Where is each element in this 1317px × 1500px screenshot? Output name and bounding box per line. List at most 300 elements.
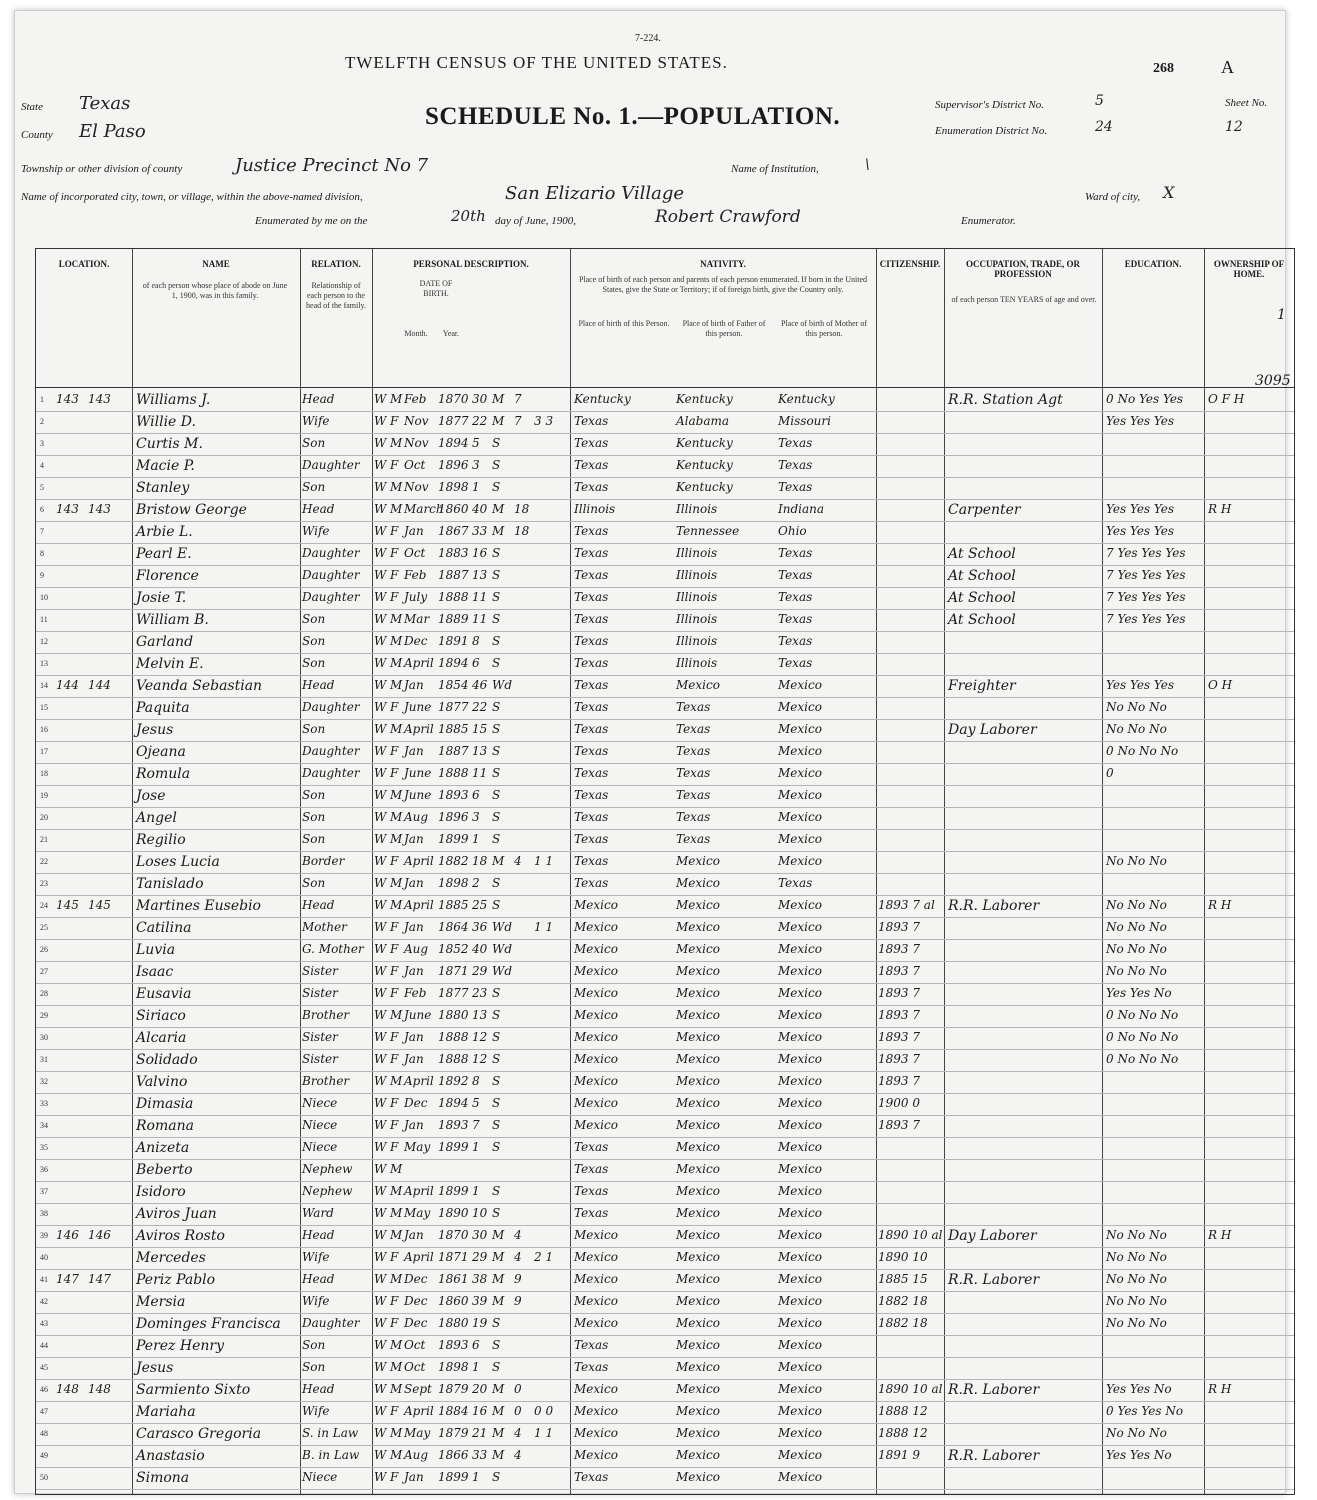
cell-relation: Head (302, 1228, 335, 1242)
cell-sex: F (390, 1052, 399, 1066)
cell-birth-month: Aug (404, 942, 429, 956)
table-row (36, 1379, 1294, 1402)
cell-relation: Brother (302, 1008, 350, 1022)
cell-mother-birthplace: Texas (778, 590, 813, 604)
table-row (36, 983, 1294, 1006)
cell-sex: M (390, 876, 403, 890)
cell-occupation: Day Laborer (948, 1228, 1037, 1244)
cell-color: W (374, 502, 387, 516)
cell-relation: Head (302, 1382, 335, 1396)
cell-person-name: Arbie L. (136, 524, 193, 540)
row-number: 40 (40, 1253, 48, 1262)
cell-sex: M (390, 1162, 403, 1176)
table-row (36, 477, 1294, 500)
cell-color: W (374, 722, 387, 736)
cell-person-name: Williams J. (136, 392, 211, 408)
cell-birth-year: 1879 (438, 1382, 469, 1396)
enumerated-prefix: Enumerated by me on the (255, 215, 368, 227)
cell-color: W (374, 1382, 387, 1396)
cell-person-name: Anizeta (136, 1140, 190, 1156)
table-row (36, 1159, 1294, 1182)
cell-birth-month: Feb (404, 986, 427, 1000)
cell-birth-month: Jan (404, 920, 424, 934)
cell-father-birthplace: Mexico (676, 1096, 720, 1110)
cell-birthplace: Mexico (574, 1294, 618, 1308)
row-number: 36 (40, 1165, 48, 1174)
cell-marital: S (492, 458, 501, 472)
cell-birth-month: April (404, 1184, 434, 1198)
cell-mother-birthplace: Mexico (778, 1096, 822, 1110)
cell-birth-month: Oct (404, 1338, 426, 1352)
row-number: 31 (40, 1055, 48, 1064)
cell-relation: Son (302, 634, 326, 648)
cell-education: No No No (1106, 1272, 1167, 1286)
table-row (36, 895, 1294, 918)
cell-marital: S (492, 1030, 501, 1044)
cell-color: W (374, 1184, 387, 1198)
col-location: LOCATION. (58, 259, 110, 269)
cell-age: 30 (472, 392, 488, 406)
cell-mother-birthplace: Mexico (778, 700, 822, 714)
cell-occupation: At School (948, 546, 1016, 562)
cell-age: 29 (472, 964, 488, 978)
cell-father-birthplace: Mexico (676, 1228, 720, 1242)
cell-birth-month: Nov (404, 414, 429, 428)
cell-relation: Niece (302, 1140, 338, 1154)
cell-birth-year: 1899 (438, 1140, 469, 1154)
cell-relation: Niece (302, 1470, 338, 1484)
col-name: NAME (202, 259, 230, 269)
cell-birth-month: Jan (404, 1118, 424, 1132)
table-row (36, 543, 1294, 566)
cell-children: 0 0 (534, 1404, 554, 1418)
row-number: 21 (40, 835, 48, 844)
cell-education: Yes Yes Yes (1106, 678, 1175, 692)
row-number: 34 (40, 1121, 48, 1130)
sheet-label: Sheet No. (1225, 97, 1268, 109)
cell-mother-birthplace: Indiana (778, 502, 825, 516)
cell-color: W (374, 678, 387, 692)
cell-years-married: 0 (514, 1382, 522, 1396)
cell-mother-birthplace: Mexico (778, 1074, 822, 1088)
cell-marital: S (492, 1206, 501, 1220)
cell-marital: Wd (492, 920, 513, 934)
cell-birthplace: Texas (574, 766, 609, 780)
table-row (36, 499, 1294, 522)
cell-birthplace: Texas (574, 458, 609, 472)
cell-age: 18 (472, 854, 488, 868)
cell-education: No No No (1106, 1228, 1167, 1242)
cell-birthplace: Texas (574, 832, 609, 846)
table-row (36, 455, 1294, 478)
cell-education: Yes Yes Yes (1106, 414, 1175, 428)
cell-marital: M (492, 1294, 505, 1308)
cell-family-number: 144 (88, 678, 111, 692)
cell-sex: F (390, 766, 399, 780)
cell-color: W (374, 766, 387, 780)
row-number: 39 (40, 1231, 48, 1240)
cell-ownership: R H (1208, 1382, 1232, 1396)
cell-birth-year: 1860 (438, 502, 469, 516)
row-number: 41 (40, 1275, 48, 1284)
cell-marital: Wd (492, 942, 513, 956)
col-occupation: OCCUPATION, TRADE, OR PROFESSION (965, 259, 1080, 279)
row-number: 45 (40, 1363, 48, 1372)
cell-birthplace: Texas (574, 590, 609, 604)
cell-mother-birthplace: Missouri (778, 414, 831, 428)
cell-color: W (374, 1206, 387, 1220)
cell-color: W (374, 986, 387, 1000)
cell-relation: Son (302, 656, 326, 670)
cell-father-birthplace: Mexico (676, 1206, 720, 1220)
row-number: 11 (40, 615, 48, 624)
cell-father-birthplace: Mexico (676, 1162, 720, 1176)
cell-relation: Mother (302, 920, 347, 934)
cell-mother-birthplace: Mexico (778, 1316, 822, 1330)
cell-mother-birthplace: Texas (778, 656, 813, 670)
cell-birthplace: Texas (574, 546, 609, 560)
cell-mother-birthplace: Texas (778, 480, 813, 494)
cell-person-name: William B. (136, 612, 209, 628)
table-row (36, 1115, 1294, 1138)
cell-mother-birthplace: Mexico (778, 1184, 822, 1198)
cell-age: 7 (472, 1118, 480, 1132)
cell-marital: Wd (492, 678, 513, 692)
cell-education: Yes Yes Yes (1106, 502, 1175, 516)
cell-person-name: Catilina (136, 920, 192, 936)
row-number: 33 (40, 1099, 48, 1108)
cell-father-birthplace: Mexico (676, 678, 720, 692)
cell-color: W (374, 1316, 387, 1330)
col-nativity: NATIVITY. (700, 259, 746, 269)
cell-sex: F (390, 590, 399, 604)
cell-relation: Son (302, 876, 326, 890)
cell-birth-month: March (404, 502, 444, 516)
cell-color: W (374, 436, 387, 450)
cell-sex: F (390, 1118, 399, 1132)
cell-sex: M (390, 1074, 403, 1088)
cell-relation: Wife (302, 1294, 330, 1308)
cell-sex: F (390, 1404, 399, 1418)
cell-father-birthplace: Mexico (676, 854, 720, 868)
cell-birth-year: 1889 (438, 612, 469, 626)
cell-color: W (374, 612, 387, 626)
table-row (36, 565, 1294, 588)
cell-occupation: R.R. Laborer (948, 1448, 1040, 1464)
cell-occupation: At School (948, 612, 1016, 628)
row-number: 46 (40, 1385, 48, 1394)
cell-birth-year: 1887 (438, 744, 469, 758)
cell-father-birthplace: Illinois (676, 502, 718, 516)
cell-birth-month: June (404, 788, 432, 802)
cell-age: 6 (472, 656, 480, 670)
table-row (36, 1093, 1294, 1116)
cell-education: Yes Yes No (1106, 986, 1172, 1000)
institution-label: Name of Institution, (731, 163, 819, 175)
cell-person-name: Romula (136, 766, 191, 782)
cell-marital: S (492, 612, 501, 626)
row-number: 3 (40, 439, 44, 448)
cell-age: 2 (472, 876, 480, 890)
cell-birthplace: Texas (574, 436, 609, 450)
cell-mother-birthplace: Mexico (778, 1052, 822, 1066)
cell-age: 15 (472, 722, 488, 736)
cell-sex: F (390, 854, 399, 868)
cell-birthplace: Kentucky (574, 392, 631, 406)
cell-birthplace: Texas (574, 612, 609, 626)
table-row (36, 631, 1294, 654)
cell-birth-month: Jan (404, 1470, 424, 1484)
cell-color: W (374, 1294, 387, 1308)
cell-birth-year: 1860 (438, 1294, 469, 1308)
cell-mother-birthplace: Mexico (778, 1426, 822, 1440)
city-label: Name of incorporated city, town, or village, within the above-named division, (21, 191, 363, 203)
row-number: 25 (40, 923, 48, 932)
cell-birth-month: July (404, 590, 428, 604)
cell-mother-birthplace: Mexico (778, 1206, 822, 1220)
cell-years-married: 7 (514, 414, 522, 428)
cell-age: 11 (472, 766, 488, 780)
cell-father-birthplace: Illinois (676, 590, 718, 604)
cell-person-name: Pearl E. (136, 546, 192, 562)
cell-age: 11 (472, 612, 488, 626)
cell-relation: S. in Law (302, 1426, 359, 1440)
cell-person-name: Regilio (136, 832, 186, 848)
cell-color: W (374, 392, 387, 406)
cell-birthplace: Texas (574, 634, 609, 648)
cell-birthplace: Mexico (574, 1118, 618, 1132)
cell-age: 5 (472, 436, 480, 450)
cell-birthplace: Texas (574, 700, 609, 714)
cell-education: No No No (1106, 722, 1167, 736)
cell-birth-month: April (404, 722, 434, 736)
cell-age: 33 (472, 1448, 488, 1462)
row-number: 6 (40, 505, 44, 514)
cell-mother-birthplace: Mexico (778, 986, 822, 1000)
cell-education: No No No (1106, 898, 1167, 912)
cell-marital: S (492, 1074, 501, 1088)
cell-dwelling-number: 146 (56, 1228, 79, 1242)
cell-education: 0 No No No (1106, 744, 1179, 758)
cell-person-name: Luvia (136, 942, 176, 958)
cell-age: 39 (472, 1294, 488, 1308)
cell-dwelling-number: 147 (56, 1272, 79, 1286)
birth-label: DATE OF BIRTH. (419, 279, 453, 298)
cell-birth-month: Oct (404, 546, 426, 560)
cell-birth-year: 1888 (438, 1030, 469, 1044)
cell-sex: M (390, 1338, 403, 1352)
cell-birth-year: 1892 (438, 1074, 469, 1088)
cell-sex: M (390, 678, 403, 692)
table-row (36, 1071, 1294, 1094)
row-number: 7 (40, 527, 44, 536)
cell-father-birthplace: Illinois (676, 612, 718, 626)
cell-birthplace: Mexico (574, 1382, 618, 1396)
cell-sex: M (390, 1206, 403, 1220)
ward-value: X (1163, 183, 1175, 202)
cell-person-name: Garland (136, 634, 194, 650)
cell-birth-year: 1871 (438, 1250, 469, 1264)
cell-marital: S (492, 722, 501, 736)
cell-education: Yes Yes No (1106, 1448, 1172, 1462)
cell-years-married: 9 (514, 1294, 522, 1308)
cell-dwelling-number: 144 (56, 678, 79, 692)
cell-birth-month: Jan (404, 964, 424, 978)
cell-father-birthplace: Illinois (676, 634, 718, 648)
cell-education: 0 No No No (1106, 1052, 1179, 1066)
cell-ownership: O F H (1208, 392, 1245, 406)
cell-children: 1 1 (534, 1426, 554, 1440)
cell-color: W (374, 458, 387, 472)
page-number: 268 (1153, 61, 1174, 76)
cell-birth-month: Jan (404, 832, 424, 846)
cell-relation: Ward (302, 1206, 334, 1220)
cell-birth-month: Dec (404, 634, 428, 648)
cell-marital: M (492, 524, 505, 538)
cell-birth-year: 1867 (438, 524, 469, 538)
cell-years-married: 0 (514, 1404, 522, 1418)
table-row (36, 1027, 1294, 1050)
cell-person-name: Mariaha (136, 1404, 196, 1420)
cell-children: 1 1 (534, 854, 554, 868)
county-label: County (21, 129, 53, 141)
cell-marital: S (492, 1008, 501, 1022)
cell-father-birthplace: Texas (676, 700, 711, 714)
cell-relation: Daughter (302, 568, 360, 582)
cell-age: 46 (472, 678, 488, 692)
cell-birth-year: 1888 (438, 766, 469, 780)
cell-color: W (374, 1052, 387, 1066)
cell-age: 8 (472, 634, 480, 648)
cell-immigration: 1893 7 (878, 1118, 920, 1132)
margin-mark: 1 (1277, 307, 1286, 323)
cell-age: 5 (472, 1096, 480, 1110)
cell-relation: Sister (302, 964, 338, 978)
cell-birthplace: Mexico (574, 898, 618, 912)
cell-occupation: Day Laborer (948, 722, 1037, 738)
cell-color: W (374, 1338, 387, 1352)
cell-birth-year: 1896 (438, 810, 469, 824)
cell-birth-month: April (404, 1404, 434, 1418)
cell-father-birthplace: Texas (676, 788, 711, 802)
cell-mother-birthplace: Mexico (778, 1272, 822, 1286)
cell-sex: F (390, 1140, 399, 1154)
name-desc: of each person whose place of abode on June 1, 1900, was in this family. (142, 281, 288, 300)
row-number: 19 (40, 791, 48, 800)
cell-father-birthplace: Texas (676, 722, 711, 736)
cell-person-name: Stanley (136, 480, 190, 496)
cell-person-name: Valvino (136, 1074, 188, 1090)
cell-marital: M (492, 414, 505, 428)
cell-person-name: Ojeana (136, 744, 186, 760)
cell-mother-birthplace: Texas (778, 546, 813, 560)
cell-father-birthplace: Mexico (676, 1008, 720, 1022)
cell-sex: M (390, 1272, 403, 1286)
cell-birthplace: Mexico (574, 986, 618, 1000)
enumeration-label: Enumeration District No. (935, 125, 1048, 137)
table-row (36, 829, 1294, 852)
cell-sex: F (390, 414, 399, 428)
cell-birth-month: Aug (404, 810, 429, 824)
cell-birthplace: Mexico (574, 1426, 618, 1440)
cell-birth-year: 1871 (438, 964, 469, 978)
cell-occupation: R.R. Laborer (948, 1272, 1040, 1288)
cell-age: 19 (472, 1316, 488, 1330)
cell-person-name: Mercedes (136, 1250, 206, 1266)
cell-education: No No No (1106, 942, 1167, 956)
cell-relation: Sister (302, 1030, 338, 1044)
table-row (36, 1005, 1294, 1028)
cell-immigration: 1893 7 (878, 920, 920, 934)
cell-age: 6 (472, 788, 480, 802)
table-row (36, 697, 1294, 720)
cell-sex: M (390, 480, 403, 494)
cell-birth-month: Oct (404, 1360, 426, 1374)
cell-sex: M (390, 612, 403, 626)
cell-sex: F (390, 458, 399, 472)
cell-father-birthplace: Mexico (676, 1426, 720, 1440)
cell-marital: S (492, 1052, 501, 1066)
cell-father-birthplace: Illinois (676, 546, 718, 560)
cell-education: 7 Yes Yes Yes (1106, 590, 1186, 604)
row-number: 16 (40, 725, 48, 734)
cell-relation: Nephew (302, 1162, 353, 1176)
row-number: 47 (40, 1407, 48, 1416)
cell-relation: G. Mother (302, 942, 364, 956)
cell-occupation: R.R. Station Agt (948, 392, 1063, 408)
row-number: 18 (40, 769, 48, 778)
cell-relation: Son (302, 832, 326, 846)
cell-immigration: 1890 10 (878, 1250, 928, 1264)
cell-relation: Son (302, 612, 326, 626)
cell-mother-birthplace: Mexico (778, 810, 822, 824)
table-row (36, 587, 1294, 610)
cell-age: 16 (472, 1404, 488, 1418)
cell-birthplace: Texas (574, 744, 609, 758)
cell-immigration: 1893 7 (878, 1008, 920, 1022)
cell-person-name: Willie D. (136, 414, 196, 430)
cell-marital: M (492, 1448, 505, 1462)
cell-color: W (374, 1118, 387, 1132)
cell-marital: S (492, 986, 501, 1000)
cell-age: 36 (472, 920, 488, 934)
cell-father-birthplace: Mexico (676, 986, 720, 1000)
cell-years-married: 4 (514, 1448, 522, 1462)
cell-sex: M (390, 1360, 403, 1374)
cell-birthplace: Mexico (574, 1008, 618, 1022)
cell-birth-month: June (404, 1008, 432, 1022)
cell-person-name: Mersia (136, 1294, 186, 1310)
cell-age: 23 (472, 986, 488, 1000)
cell-birthplace: Texas (574, 414, 609, 428)
cell-sex: M (390, 1184, 403, 1198)
cell-father-birthplace: Mexico (676, 920, 720, 934)
cell-immigration: 1888 12 (878, 1426, 928, 1440)
cell-mother-birthplace: Mexico (778, 744, 822, 758)
cell-occupation: At School (948, 590, 1016, 606)
cell-sex: F (390, 920, 399, 934)
cell-education: No No No (1106, 964, 1167, 978)
cell-relation: Daughter (302, 458, 360, 472)
cell-mother-birthplace: Mexico (778, 1140, 822, 1154)
table-row (36, 851, 1294, 874)
cell-years-married: 4 (514, 854, 522, 868)
cell-father-birthplace: Mexico (676, 942, 720, 956)
cell-sex: F (390, 1096, 399, 1110)
cell-relation: Niece (302, 1096, 338, 1110)
cell-sex: M (390, 436, 403, 450)
cell-education: Yes Yes Yes (1106, 524, 1175, 538)
